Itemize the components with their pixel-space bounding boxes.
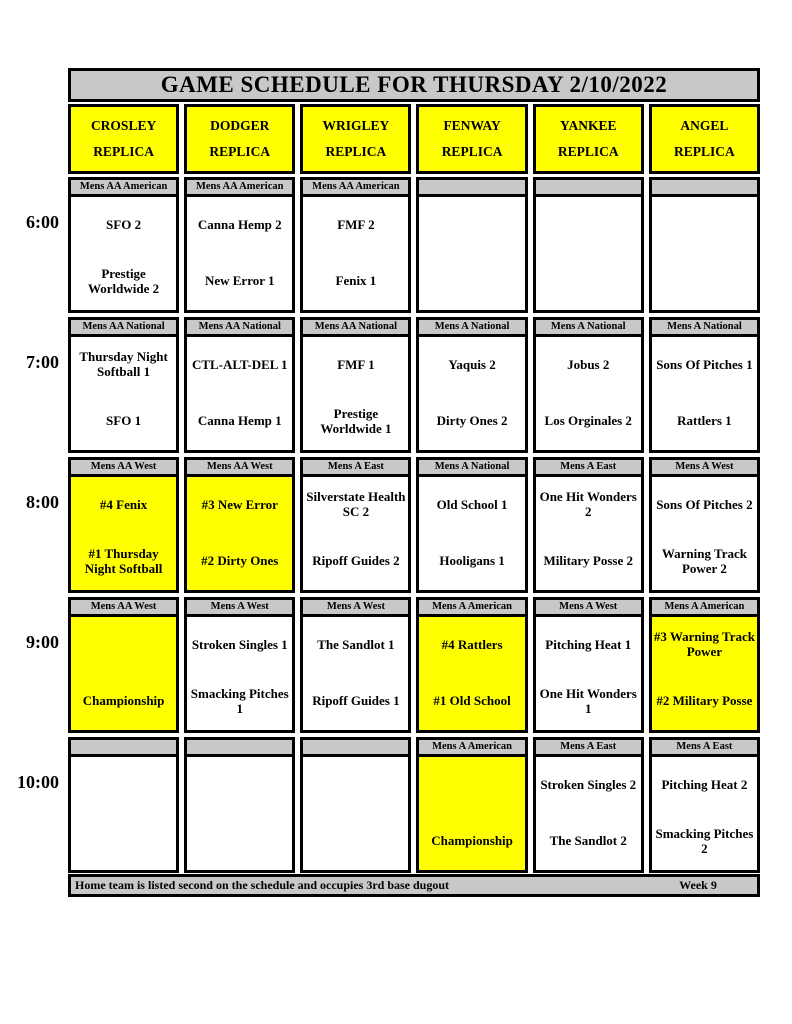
- home-team: Ripoff Guides 2: [312, 553, 400, 569]
- time-label: 6:00: [26, 212, 59, 232]
- away-team: Stroken Singles 2: [540, 776, 637, 792]
- schedule-cell: [184, 457, 295, 593]
- division-label: Mens A American: [649, 597, 760, 614]
- away-team: Sons Of Pitches 2: [656, 496, 753, 512]
- schedule-cell: [533, 597, 644, 733]
- schedule-cell: [68, 317, 179, 453]
- away-team: FMF 1: [337, 356, 375, 372]
- playoff-game-cell: [649, 614, 760, 733]
- home-team: New Error 1: [204, 273, 275, 289]
- away-team: Thursday Night Softball 1: [79, 349, 168, 380]
- game-cell: [300, 474, 411, 593]
- field-name: WRIGLEY: [322, 117, 390, 133]
- home-team: The Sandlot 2: [549, 833, 627, 849]
- game-cell: [300, 194, 411, 313]
- time-row: [26, 177, 760, 313]
- field-column-header: [68, 104, 179, 174]
- division-label: Mens AA American: [68, 177, 179, 194]
- home-team: Championship: [431, 833, 513, 849]
- schedule-cell: [68, 177, 179, 313]
- schedule-cell: [416, 597, 527, 733]
- home-team: Championship: [82, 693, 165, 709]
- away-team: Jobus 2: [567, 356, 610, 372]
- schedule-cell: [649, 177, 760, 313]
- game-cell: [68, 194, 179, 313]
- away-team: #3 Warning Track Power: [653, 629, 755, 660]
- schedule-cell: [300, 597, 411, 733]
- home-team: Rattlers 1: [677, 413, 732, 429]
- schedule-cell: [649, 597, 760, 733]
- field-column-header: [533, 104, 644, 174]
- division-label: Mens AA West: [184, 457, 295, 474]
- away-team: #4 Fenix: [99, 496, 148, 512]
- playoff-game-cell: [416, 614, 527, 733]
- schedule-cell: [68, 737, 179, 873]
- schedule-cell: [416, 737, 527, 873]
- schedule-cell: [416, 457, 527, 593]
- division-label: Mens A National: [533, 317, 644, 334]
- division-label: [300, 737, 411, 754]
- away-team: Yaquis 2: [448, 356, 496, 372]
- time-label: 9:00: [26, 632, 59, 652]
- game-cell: [649, 334, 760, 453]
- schedule-cell: [300, 457, 411, 593]
- home-team: [652, 254, 757, 311]
- playoff-game-cell: [68, 474, 179, 593]
- away-team: Stroken Singles 1: [191, 636, 288, 652]
- game-cell: [533, 194, 644, 313]
- footer-week-label: Week 9: [679, 878, 717, 892]
- home-team: Fenix 1: [335, 273, 377, 289]
- time-row: [26, 457, 760, 593]
- division-label: [184, 737, 295, 754]
- away-team: [71, 757, 176, 814]
- game-cell: [300, 754, 411, 873]
- game-cell: [184, 754, 295, 873]
- time-label: 8:00: [26, 492, 59, 512]
- division-label: Mens A West: [300, 597, 411, 614]
- home-team: [536, 254, 641, 311]
- game-cell: [68, 754, 179, 873]
- away-team: [187, 757, 292, 814]
- home-team: SFO 1: [106, 413, 142, 429]
- away-team: CTL-ALT-DEL 1: [191, 356, 288, 372]
- field-column-header: [416, 104, 527, 174]
- away-team: SFO 2: [106, 216, 142, 232]
- field-name: FENWAY: [443, 117, 501, 133]
- game-cell: [184, 614, 295, 733]
- field-column-header: [300, 104, 411, 174]
- division-label: Mens A West: [649, 457, 760, 474]
- home-team: Smacking Pitches 1: [190, 685, 289, 716]
- home-team: #1 Thursday Night Softball: [84, 545, 163, 576]
- away-team: Old School 1: [436, 496, 508, 512]
- division-label: Mens A American: [416, 597, 527, 614]
- field-name: CROSLEY: [90, 117, 157, 133]
- field-name: DODGER: [210, 117, 270, 133]
- away-team: [303, 757, 408, 814]
- schedule-cell: [649, 317, 760, 453]
- home-team: Prestige Worldwide 2: [88, 265, 160, 296]
- division-label: [416, 177, 527, 194]
- schedule-cell: [533, 457, 644, 593]
- schedule-cell: [184, 317, 295, 453]
- division-label: Mens AA National: [300, 317, 411, 334]
- away-team: Canna Hemp 2: [197, 216, 282, 232]
- away-team: [419, 197, 524, 254]
- division-label: Mens AA American: [184, 177, 295, 194]
- field-name: ANGEL: [680, 117, 729, 133]
- game-cell: [649, 474, 760, 593]
- schedule-cell: [184, 737, 295, 873]
- playoff-game-cell: [184, 474, 295, 593]
- playoff-game-cell: [68, 614, 179, 733]
- field-header-row: [68, 104, 760, 174]
- schedule-body: [17, 177, 760, 873]
- home-team: Prestige Worldwide 1: [320, 405, 392, 436]
- time-row: [26, 597, 760, 733]
- field-column-header: [649, 104, 760, 174]
- home-team: [71, 814, 176, 871]
- game-cell: [300, 614, 411, 733]
- division-label: Mens A West: [533, 597, 644, 614]
- division-label: Mens A West: [184, 597, 295, 614]
- time-label: 10:00: [17, 772, 59, 792]
- time-label: 7:00: [26, 352, 59, 372]
- playoff-game-cell: [416, 754, 527, 873]
- division-label: Mens A National: [416, 317, 527, 334]
- home-team: Hooligans 1: [439, 553, 505, 569]
- away-team: [536, 197, 641, 254]
- home-team: [303, 814, 408, 871]
- field-type: REPLICA: [93, 144, 154, 160]
- division-label: Mens A National: [649, 317, 760, 334]
- schedule-cell: [416, 177, 527, 313]
- field-type: REPLICA: [557, 144, 619, 160]
- field-name: YANKEE: [559, 117, 617, 133]
- home-team: #2 Dirty Ones: [201, 553, 279, 569]
- time-row: [26, 317, 760, 453]
- away-team: FMF 2: [337, 216, 375, 232]
- division-label: Mens AA National: [68, 317, 179, 334]
- game-cell: [184, 194, 295, 313]
- division-label: Mens AA National: [184, 317, 295, 334]
- away-team: Pitching Heat 2: [661, 776, 748, 792]
- division-label: Mens A American: [416, 737, 527, 754]
- away-team: Sons Of Pitches 1: [656, 356, 753, 372]
- division-label: Mens AA American: [300, 177, 411, 194]
- field-type: REPLICA: [209, 144, 271, 160]
- home-team: One Hit Wonders 1: [539, 685, 637, 716]
- game-cell: [533, 754, 644, 873]
- away-team: One Hit Wonders 2: [539, 489, 637, 520]
- division-label: Mens A East: [649, 737, 760, 754]
- schedule-cell: [184, 177, 295, 313]
- division-label: [533, 177, 644, 194]
- away-team: #4 Rattlers: [441, 636, 503, 652]
- game-cell: [533, 334, 644, 453]
- game-cell: [649, 194, 760, 313]
- home-team: Smacking Pitches 2: [655, 825, 754, 856]
- schedule-cell: [300, 177, 411, 313]
- schedule-cell: [533, 177, 644, 313]
- away-team: [71, 617, 176, 674]
- home-team: Los Orginales 2: [544, 413, 632, 429]
- schedule-cell: [300, 737, 411, 873]
- schedule-cell: [416, 317, 527, 453]
- home-team: #1 Old School: [433, 693, 511, 709]
- game-cell: [416, 474, 527, 593]
- division-label: [68, 737, 179, 754]
- schedule-cell: [649, 737, 760, 873]
- away-team: #3 New Error: [201, 496, 278, 512]
- footer-bar: [68, 874, 760, 897]
- game-cell: [416, 334, 527, 453]
- schedule-cell: [68, 457, 179, 593]
- away-team: [419, 757, 524, 814]
- game-cell: [533, 474, 644, 593]
- division-label: Mens A East: [533, 737, 644, 754]
- field-column-header: [184, 104, 295, 174]
- home-team: [187, 814, 292, 871]
- home-team: #2 Military Posse: [656, 693, 753, 709]
- home-team: Warning Track Power 2: [661, 545, 747, 576]
- division-label: Mens A National: [416, 457, 527, 474]
- schedule-cell: [533, 317, 644, 453]
- footer-note: Home team is listed second on the schedule and occupies 3rd base dugout: [75, 878, 450, 892]
- schedule-cell: [300, 317, 411, 453]
- game-cell: [416, 194, 527, 313]
- home-team: [419, 254, 524, 311]
- schedule-sheet: [17, 68, 760, 897]
- field-type: REPLICA: [325, 144, 387, 160]
- away-team: The Sandlot 1: [317, 636, 395, 652]
- schedule-cell: [184, 597, 295, 733]
- field-type: REPLICA: [441, 144, 503, 160]
- division-label: Mens AA West: [68, 457, 179, 474]
- home-team: Dirty Ones 2: [436, 413, 508, 429]
- away-team: [652, 197, 757, 254]
- division-label: Mens AA West: [68, 597, 179, 614]
- game-cell: [649, 754, 760, 873]
- game-cell: [68, 334, 179, 453]
- home-team: Ripoff Guides 1: [312, 693, 400, 709]
- game-cell: [184, 334, 295, 453]
- game-cell: [300, 334, 411, 453]
- division-label: Mens A East: [533, 457, 644, 474]
- home-team: Canna Hemp 1: [197, 413, 282, 429]
- field-type: REPLICA: [674, 144, 735, 160]
- away-team: Pitching Heat 1: [545, 636, 632, 652]
- time-row: [17, 737, 760, 873]
- away-team: Silverstate Health SC 2: [306, 489, 406, 520]
- schedule-title: GAME SCHEDULE FOR THURSDAY 2/10/2022: [68, 68, 760, 102]
- division-label: [649, 177, 760, 194]
- division-label: Mens A East: [300, 457, 411, 474]
- schedule-cell: [68, 597, 179, 733]
- home-team: Military Posse 2: [543, 553, 634, 569]
- schedule-cell: [649, 457, 760, 593]
- game-cell: [533, 614, 644, 733]
- schedule-cell: [533, 737, 644, 873]
